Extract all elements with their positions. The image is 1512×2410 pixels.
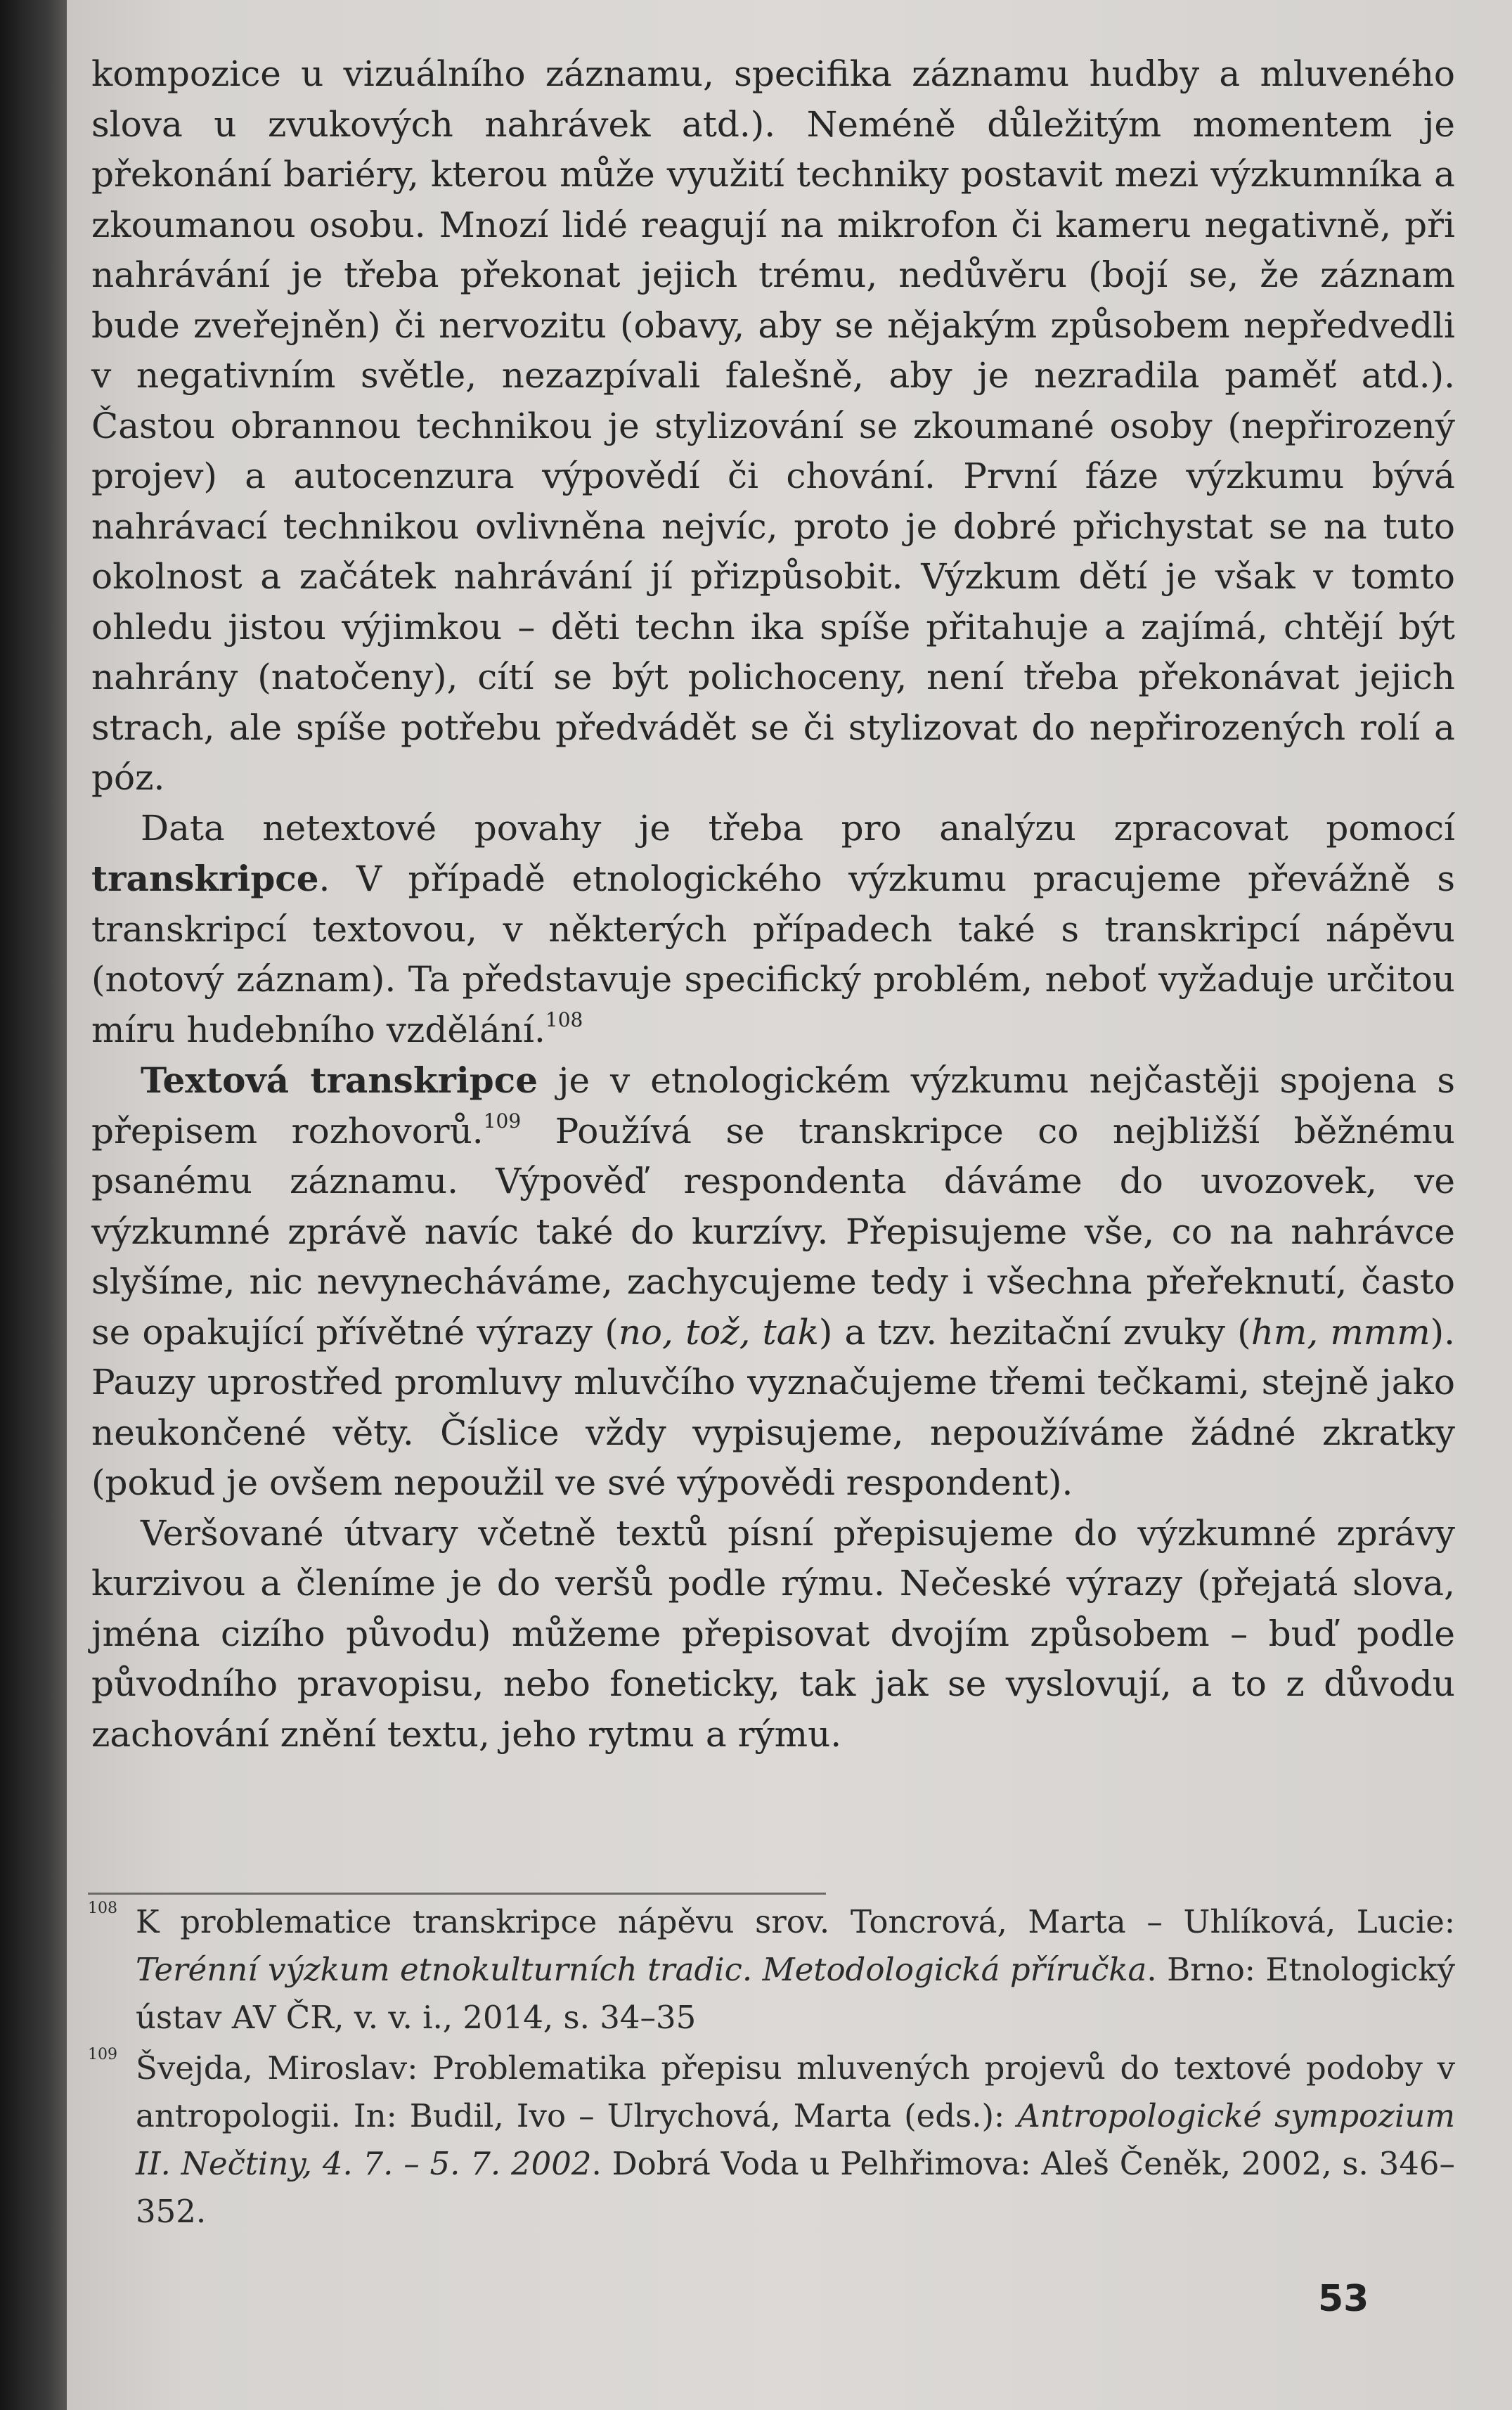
footnote-108 [88,1898,1455,2042]
paragraph-1 [91,49,1455,804]
paragraph-2 [91,804,1455,1056]
footnote-title: Antropologické sympozium II. Nečtiny, 4. 7. – 5. 7. 2002 [136,2097,1455,2182]
footnote-text-b: . Brno: Etnologický ústav AV ČR, v. v. i., 2014, s. 34–35 [136,1951,1455,2036]
book-page [67,0,1512,2410]
footnotes [88,1898,1455,2238]
paragraph-4-text: Veršované útvary včetně textů písní přepisujeme do výzkumné zprávy kurzivou a členíme je do veršů podle rýmu. Nečeské výrazy (přejatá slova, jména cizího původu) můžeme přepisovat dvojím způsobem – buď podle původního pravopisu, nebo foneticky, tak jak se vyslovují, a to z důvodu zachování znění textu, jeho rytmu a rýmu. [91,1512,1455,1755]
paragraph-3-text-a: je v etnologickém výzkumu nejčastěji spojena s přepisem rozhovorů. [91,1060,1455,1152]
footnote-text-b: . Dobrá Voda u Pelhřimova: Aleš Čeněk, 2002, s. 346–352. [136,2145,1455,2230]
paragraph-3 [91,1055,1455,1509]
footnote-109 [88,2044,1455,2236]
term-transkripce: transkripce [91,858,319,899]
footnote-text-a: K problematice transkripce nápěvu srov. Toncrová, Marta – Uhlíková, Lucie: [136,1903,1455,1940]
paragraph-4 [91,1509,1455,1760]
paragraph-1-text: kompozice u vizuálního záznamu, specifika záznamu hudby a mluveného slova u zvukových nahrávek atd.). Neméně důležitým momentem je překonání bariéry, kterou může využití techniky postavit mezi výzkumníka a zkoumanou osobu. Mnozí lidé reagují na mikrofon či kameru negativně, při nahrávání je třeba překonat jejich trému, nedůvěru (bojí se, že záznam bude zveřejněn) či nervozitu (obavy, aby se nějakým způsobem nepředvedli v negativním světle, nezazpívali falešně, aby je nezradila paměť atd.). Častou obrannou technikou je stylizování se zkoumané osoby (nepřirozený projev) a autocenzura výpovědí či chování. První fáze výzkumu bývá nahrávací technikou ovlivněna nejvíc, proto je dobré přichystat se na tuto okolnost a začátek nahrávání jí přizpůsobit. Výzkum dětí je však v tomto ohledu jistou výjimkou – děti techn ika spíše přitahuje a zajímá, chtějí být nahrány (natočeny), cítí se být polichoceny, není třeba překonávat jejich strach, ale spíše potřebu předvádět se či stylizovat do nepřirozených rolí a póz. [91,53,1455,798]
paragraph-2-text-a: Data netextové povahy je třeba pro analýzu zpracovat pomocí [141,807,1455,849]
paragraph-3-text-d: ). Pauzy uprostřed promluvy mluvčího vyznačujeme třemi tečkami, stejně jako neukončené věty. Číslice vždy vypisujeme, nepoužíváme žádné zkratky (pokud je ovšem nepoužil ve své výpovědi respondent). [91,1311,1456,1503]
book-spine-shadow [0,0,67,2410]
page-number: 53 [1318,2278,1369,2320]
footnote-ref-108[interactable]: 108 [545,1007,583,1031]
footnote-text-a: Švejda, Miroslav: Problematika přepisu mluvených projevů do textové podoby v antropologii. In: Budil, Ivo – Ulrychová, Marta (eds.): [136,2049,1455,2134]
paragraph-3-italic-sounds: hm, mmm [1251,1311,1430,1353]
paragraph-3-text-b: Používá se transkripce co nejbližší běžnému psanému záznamu. Výpověď respondenta dáváme do uvozovek, ve výzkumné zprávě navíc také do kurzívy. Přepisujeme vše, co na nahrávce slyšíme, nic nevynecháváme, zachycujeme tedy i všechna přeřeknutí, často se opakující přívětné výrazy ( [91,1110,1455,1353]
main-text [91,49,1455,1760]
paragraph-2-text-b: . V případě etnologického výzkumu pracujeme převážně s transkripcí textovou, v některých případech také s transkripcí nápěvu (notový záznam). Ta představuje specifický problém, neboť vyžaduje určitou míru hudebního vzdělání. [91,858,1455,1050]
footnote-number: 109 [88,2046,117,2063]
paragraph-3-text-c: ) a tzv. hezitační zvuky ( [818,1311,1251,1353]
term-textova-transkripce: Textová transkripce [141,1059,538,1101]
footnote-divider [88,1893,826,1895]
footnote-title: Terénní výzkum etnokulturních tradic. Metodologická příručka [136,1951,1147,1988]
footnote-ref-109[interactable]: 109 [483,1109,522,1133]
paragraph-3-italic-examples: no, tož, tak [618,1311,819,1353]
footnote-number: 108 [88,1900,117,1917]
